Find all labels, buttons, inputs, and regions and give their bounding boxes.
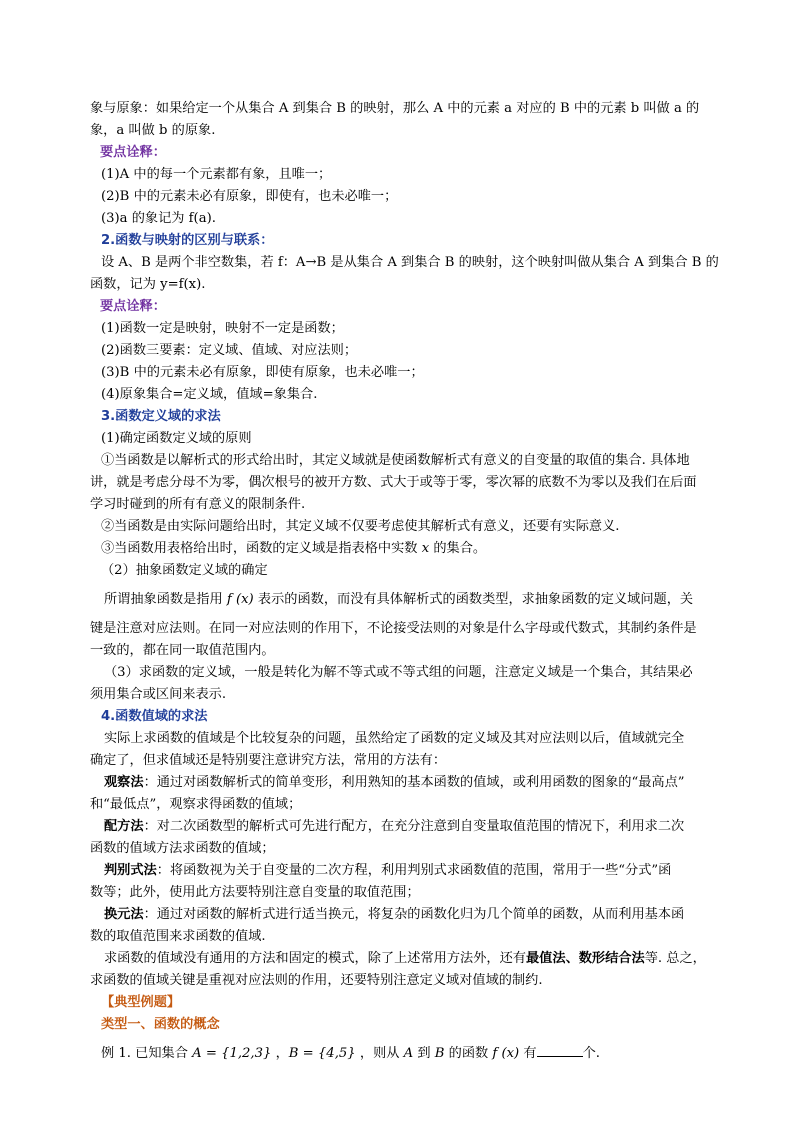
method-discriminant: 数等；此外，使用此方法要特别注意自变量的取值范围； [90,885,420,900]
example-text: ，则从 [355,1046,404,1061]
method-text: ：通过对函数的解析式进行适当换元，将复杂的函数化归为几个简单的函数，从而利用基本函 [143,907,685,922]
key-point-item: (1)函数一定是映射，映射不一定是函数； [101,321,344,336]
abstract-function-line: 一致的，都在同一取值范围内。 [90,643,275,658]
abstract-function-line [90,588,720,612]
method-observation [90,772,720,794]
range-summary-line [90,948,720,970]
example-text: 例 1. 已知集合 [101,1046,193,1061]
method-text: ：通过对函数解析式的简单变形，利用熟知的基本函数的值域，或利用函数的图象的“最高点” [143,775,685,790]
summary-text: 等. 总之， [644,951,706,966]
rule-line: 讲，就是考虑分母不为零，偶次根号的被开方数、式大于或等于零，零次幂的底数不为零以及我们在后面 [90,475,697,490]
math-expression: f (x) [492,1046,520,1061]
method-name: 判别式法 [104,863,157,878]
range-intro-line: 确定了，但求值域还是特别要注意讲究方法，常用的方法有： [90,753,447,768]
math-variable: B [434,1046,445,1061]
math-expression: f (x) [226,592,254,607]
summary-bold: 数形结合法 [578,951,645,966]
key-points-heading: 要点诠释： [100,145,166,160]
math-variable: x [421,541,430,556]
example-text: 有 [519,1046,537,1061]
method-completing-square: 函数的值域方法求函数的值域； [90,841,275,856]
method-name: 观察法 [104,775,144,790]
key-point-item: (1)A 中的每一个元素都有象，且唯一； [101,167,332,182]
range-intro-line: 实际上求函数的值域是个比较复杂的问题，虽然给定了函数的定义域及其对应法则以后，值域就完全 [104,731,685,746]
document-page [90,98,720,1066]
subsection-heading: (1)确定函数定义域的原则 [101,431,252,446]
key-point-item: (4)原象集合=定义域，值域=象集合. [101,387,318,402]
key-point-item: (2)函数三要素：定义域、值域、对应法则； [101,343,358,358]
example-text: 的函数 [444,1046,493,1061]
abstract-text: 表示的函数，而没有具体解析式的函数类型，求抽象函数的定义域问题，关 [253,592,694,607]
section-heading-3: 3.函数定义域的求法 [101,409,221,424]
method-text: ：将函数视为关于自变量的二次方程，利用判别式求函数值的范围，常用于一些“分式”函 [156,863,672,878]
section-heading-4: 4.函数值域的求法 [101,709,208,724]
rule-text: 的集合。 [429,541,487,556]
example-1 [90,1042,720,1066]
method-name: 配方法 [104,819,144,834]
method-observation: 和“最低点”，观察求得函数的值域； [90,797,302,812]
key-point-item: (3)B 中的元素未必有原象，即使有原象，也未必唯一； [101,365,424,380]
image-definition-line: 象，a 叫做 b 的原象. [90,123,216,138]
section-heading-2: 2.函数与映射的区别与联系： [101,233,274,248]
example-text: ， [271,1046,289,1061]
domain-conclusion-line: （3）求函数的定义域，一般是转化为解不等式或不等式组的问题，注意定义域是一个集合，其结果必 [104,665,693,680]
example-type-heading: 类型一、函数的概念 [101,1017,220,1032]
method-completing-square [90,816,720,838]
example-text: 到 [413,1046,435,1061]
method-substitution: 数的取值范围来求函数的值域. [90,929,266,944]
example-text: 个. [582,1046,600,1061]
domain-conclusion-line: 须用集合或区间来表示. [90,687,227,702]
range-summary-line: 求函数的值域关键是重视对应法则的作用，还要特别注意定义域对值域的制约. [90,973,543,988]
section-2-line: 函数，记为 y=f(x). [90,277,206,292]
rule-text: ③当函数用表格给出时，函数的定义域是指表格中实数 [101,541,422,556]
summary-bold: 最值法 [526,951,566,966]
summary-sep: 、 [565,951,579,966]
set-b-expression: B = {4,5} [288,1046,356,1061]
abstract-text: 所谓抽象函数是指用 [104,592,227,607]
typical-examples-heading: 【典型例题】 [101,995,181,1010]
key-points-heading: 要点诠释： [100,299,166,314]
rule-line: ②当函数是由实际问题给出时，其定义域不仅要考虑使其解析式有意义，还要有实际意义. [101,519,620,534]
key-point-item: (3)a 的象记为 f(a). [101,211,216,226]
method-text: ：对二次函数型的解析式可先进行配方，在充分注意到自变量取值范围的情况下，利用求二次 [143,819,685,834]
math-variable: A [403,1046,414,1061]
rule-line: 学习时碰到的所有有意义的限制条件. [90,497,306,512]
method-discriminant [90,860,720,882]
key-point-item: (2)B 中的元素未必有原象，即使有，也未必唯一； [101,189,398,204]
method-substitution [90,904,720,926]
image-definition-line: 象与原象：如果给定一个从集合 A 到集合 B 的映射，那么 A 中的元素 a 对应的 B 中的元素 b 叫做 a 的 [90,101,700,116]
subsection-heading: （2）抽象函数定义域的确定 [101,563,268,578]
method-name: 换元法 [104,907,144,922]
rule-line [90,538,720,560]
set-a-expression: A = {1,2,3} [192,1046,272,1061]
section-2-line: 设 A、B 是两个非空数集，若 f：A→B 是从集合 A 到集合 B 的映射，这个映射叫做从集合 A 到集合 B 的 [101,255,719,270]
summary-text: 求函数的值域没有通用的方法和固定的模式，除了上述常用方法外，还有 [104,951,526,966]
abstract-function-line: 键是注意对应法则。在同一对应法则的作用下，不论接受法则的对象是什么字母或代数式，其制约条件是 [90,621,697,636]
rule-line: ①当函数是以解析式的形式给出时，其定义域就是使函数解析式有意义的自变量的取值的集合. 具体地 [101,453,690,468]
answer-blank [537,1042,583,1057]
